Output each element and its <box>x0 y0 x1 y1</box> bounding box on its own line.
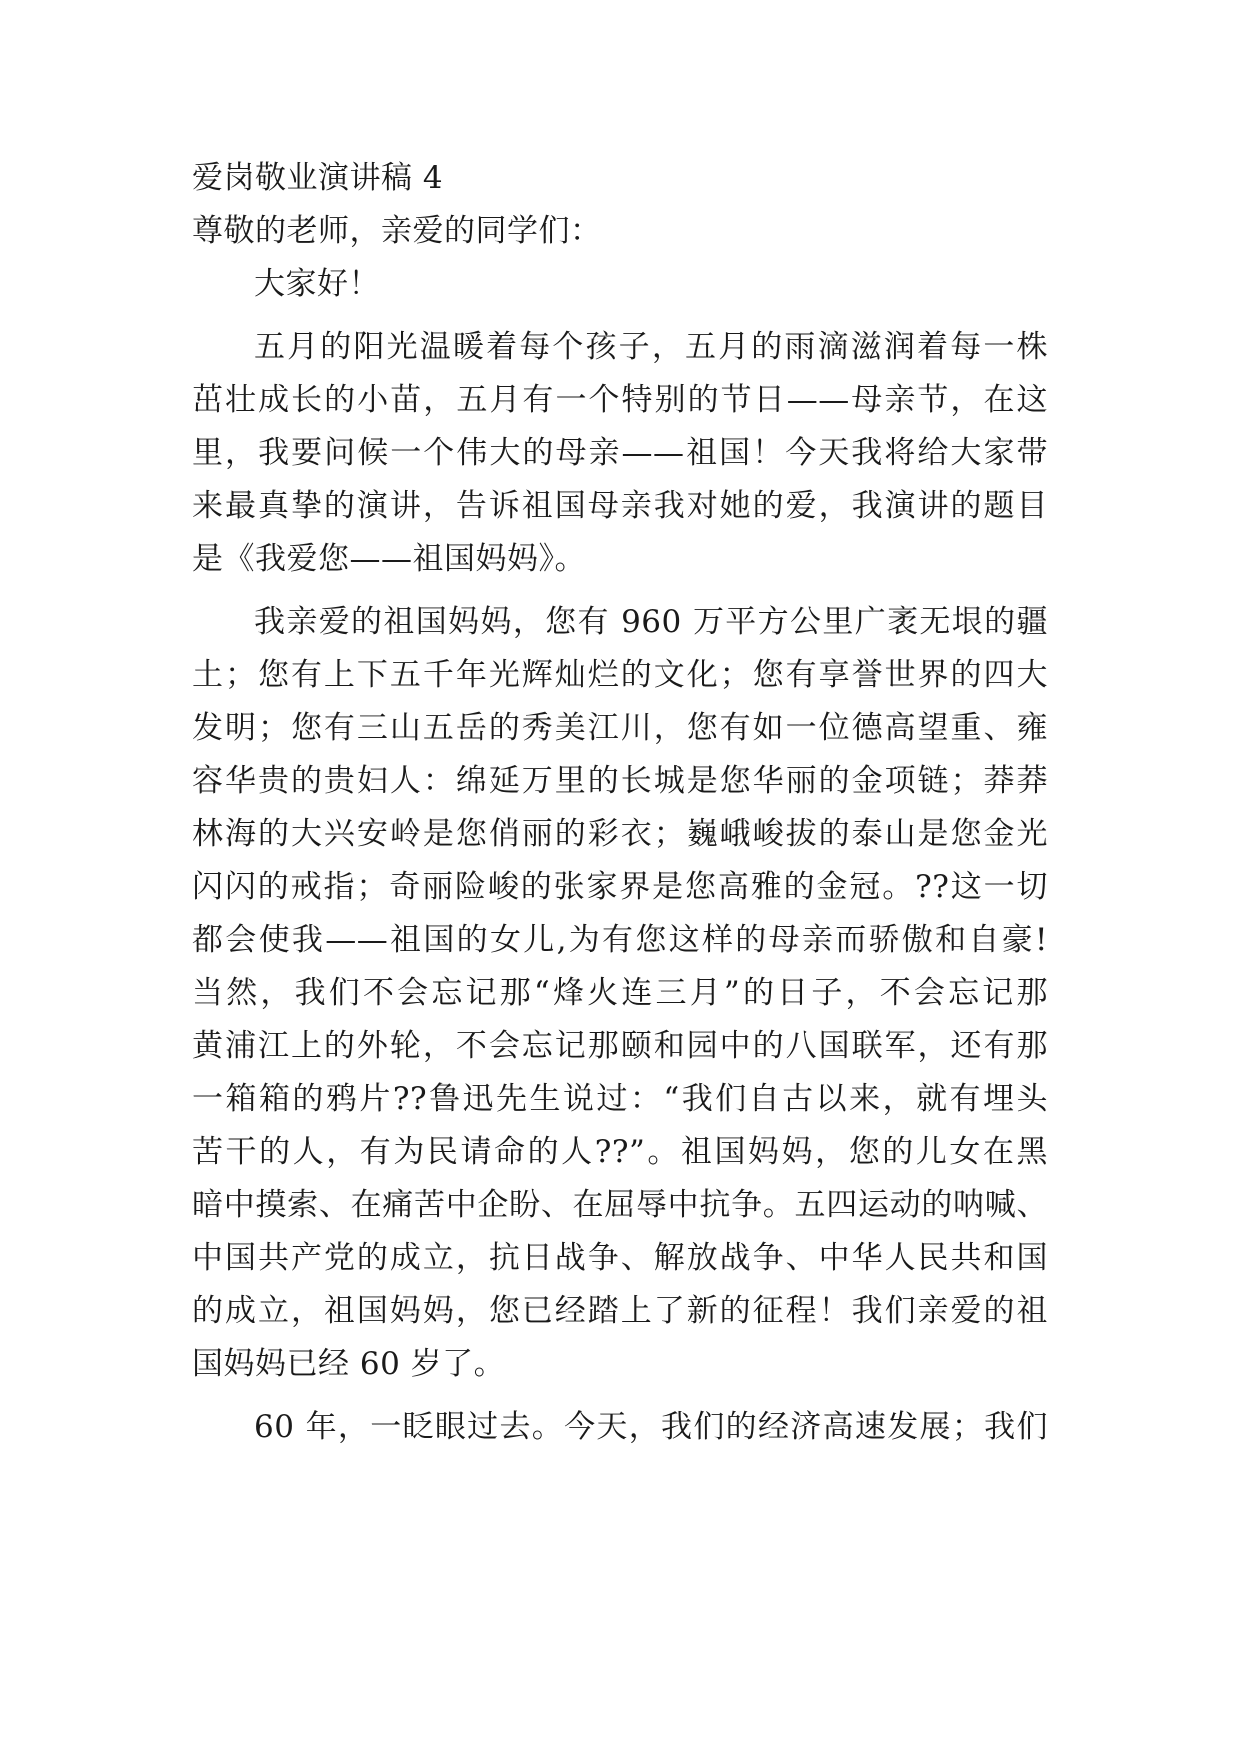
paragraph-line: 苦干的人，有为民请命的人??”。祖国妈妈，您的儿女在黑 <box>192 1134 1048 1170</box>
paragraph-line: 发明；您有三山五岳的秀美江川，您有如一位德高望重、雍 <box>192 710 1048 746</box>
paragraph-line: 土；您有上下五千年光辉灿烂的文化；您有享誉世界的四大 <box>192 657 1048 693</box>
paragraph-line: 里，我要问候一个伟大的母亲——祖国！今天我将给大家带 <box>192 435 1048 471</box>
paragraph-line: 我亲爱的祖国妈妈，您有 960 万平方公里广袤无垠的疆 <box>254 604 1048 640</box>
paragraph-line: 闪闪的戒指；奇丽险峻的张家界是您高雅的金冠。??这一切 <box>192 869 1048 905</box>
paragraph-3 <box>192 1401 1048 1454</box>
paragraph-line: 容华贵的贵妇人：绵延万里的长城是您华丽的金项链；莽莽 <box>192 763 1048 799</box>
greeting <box>192 258 1048 311</box>
paragraph-line: 暗中摸索、在痛苦中企盼、在屈辱中抗争。五四运动的呐喊、 <box>192 1187 1048 1223</box>
paragraph-line: 五月的阳光温暖着每个孩子，五月的雨滴滋润着每一株 <box>254 329 1048 365</box>
paragraph-line: 是《我爱您——祖国妈妈》。 <box>192 541 586 577</box>
document-title <box>192 152 1048 205</box>
paragraph-line: 都会使我——祖国的女儿,为有您这样的母亲而骄傲和自豪! <box>192 922 1048 958</box>
salutation <box>192 205 1048 258</box>
paragraph-line: 来最真挚的演讲，告诉祖国母亲我对她的爱，我演讲的题目 <box>192 488 1048 524</box>
paragraph-line: 茁壮成长的小苗，五月有一个特别的节日——母亲节，在这 <box>192 382 1048 418</box>
document-body <box>192 152 1048 1464</box>
paragraph-2 <box>192 596 1048 1391</box>
paragraph-line: 黄浦江上的外轮，不会忘记那颐和园中的八国联军，还有那 <box>192 1028 1048 1064</box>
paragraph-line: 当然，我们不会忘记那“烽火连三月”的日子，不会忘记那 <box>192 975 1048 1011</box>
paragraph-1 <box>192 321 1048 586</box>
paragraph-line: 国妈妈已经 60 岁了。 <box>192 1346 506 1382</box>
greeting-line: 大家好！ <box>254 266 380 302</box>
salutation-line: 尊敬的老师，亲爱的同学们： <box>192 213 602 249</box>
paragraph-line: 中国共产党的成立，抗日战争、解放战争、中华人民共和国 <box>192 1240 1048 1276</box>
paragraph-line: 的成立，祖国妈妈，您已经踏上了新的征程！我们亲爱的祖 <box>192 1293 1048 1329</box>
title-line: 爱岗敬业演讲稿 4 <box>192 160 444 196</box>
paragraph-line: 林海的大兴安岭是您俏丽的彩衣；巍峨峻拔的泰山是您金光 <box>192 816 1048 852</box>
paragraph-line: 一箱箱的鸦片??鲁迅先生说过：“我们自古以来，就有埋头 <box>192 1081 1048 1117</box>
paragraph-line: 60 年，一眨眼过去。今天，我们的经济高速发展；我们 <box>254 1409 1048 1445</box>
